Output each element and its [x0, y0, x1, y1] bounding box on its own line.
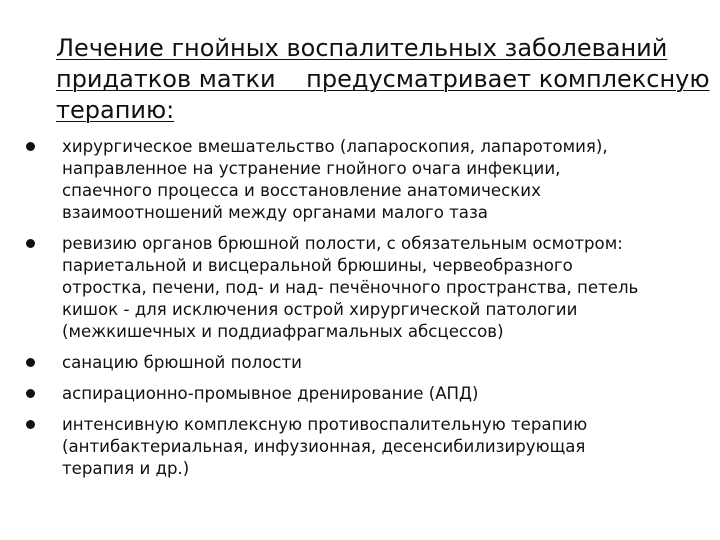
bullet-item-surgery	[26, 136, 696, 224]
bullet-dot-icon	[26, 239, 35, 248]
bullet-item-therapy	[26, 414, 696, 480]
bullet-text-line: интенсивную комплексную противоспалительную терапию	[62, 415, 588, 434]
bullet-text-line: (межкишечных и поддиафрагмальных абсцессов)	[62, 322, 504, 341]
bullet-text-line: кишок - для исключения острой хирургической патологии	[62, 300, 578, 319]
bullet-item-revision	[26, 233, 696, 343]
bullet-dot-icon	[26, 420, 35, 429]
bullet-text-line: отростка, печени, под- и над- печёночного пространства, петель	[62, 278, 639, 297]
bullet-list	[26, 136, 696, 489]
bullet-text-line: хирургическое вмешательство (лапароскопия, лапаротомия),	[62, 137, 608, 156]
title-line-2: придатков матки предусматривает комплексную	[56, 65, 710, 93]
bullet-dot-icon	[26, 389, 35, 398]
bullet-text-line: париетальной и висцеральной брюшины, червеобразного	[62, 256, 573, 275]
bullet-item-sanation	[26, 352, 696, 374]
bullet-dot-icon	[26, 358, 35, 367]
bullet-text-line: санацию брюшной полости	[62, 353, 302, 372]
bullet-text-line: спаечного процесса и восстановление анатомических	[62, 181, 541, 200]
bullet-text-line: аспирационно-промывное дренирование (АПД)	[62, 384, 479, 403]
bullet-text-line: ревизию органов брюшной полости, с обязательным осмотром:	[62, 234, 623, 253]
bullet-text-line: терапия и др.)	[62, 459, 190, 478]
title-line-3: терапию:	[56, 96, 175, 124]
bullet-item-drainage	[26, 383, 696, 405]
bullet-text-line: (антибактериальная, инфузионная, десенсибилизирующая	[62, 437, 586, 456]
bullet-dot-icon	[26, 142, 35, 151]
bullet-text-line: взаимоотношений между органами малого таза	[62, 203, 488, 222]
bullet-text-line: направленное на устранение гнойного очага инфекции,	[62, 159, 561, 178]
slide-title	[56, 33, 710, 126]
title-line-1: Лечение гнойных воспалительных заболеваний	[56, 34, 668, 62]
